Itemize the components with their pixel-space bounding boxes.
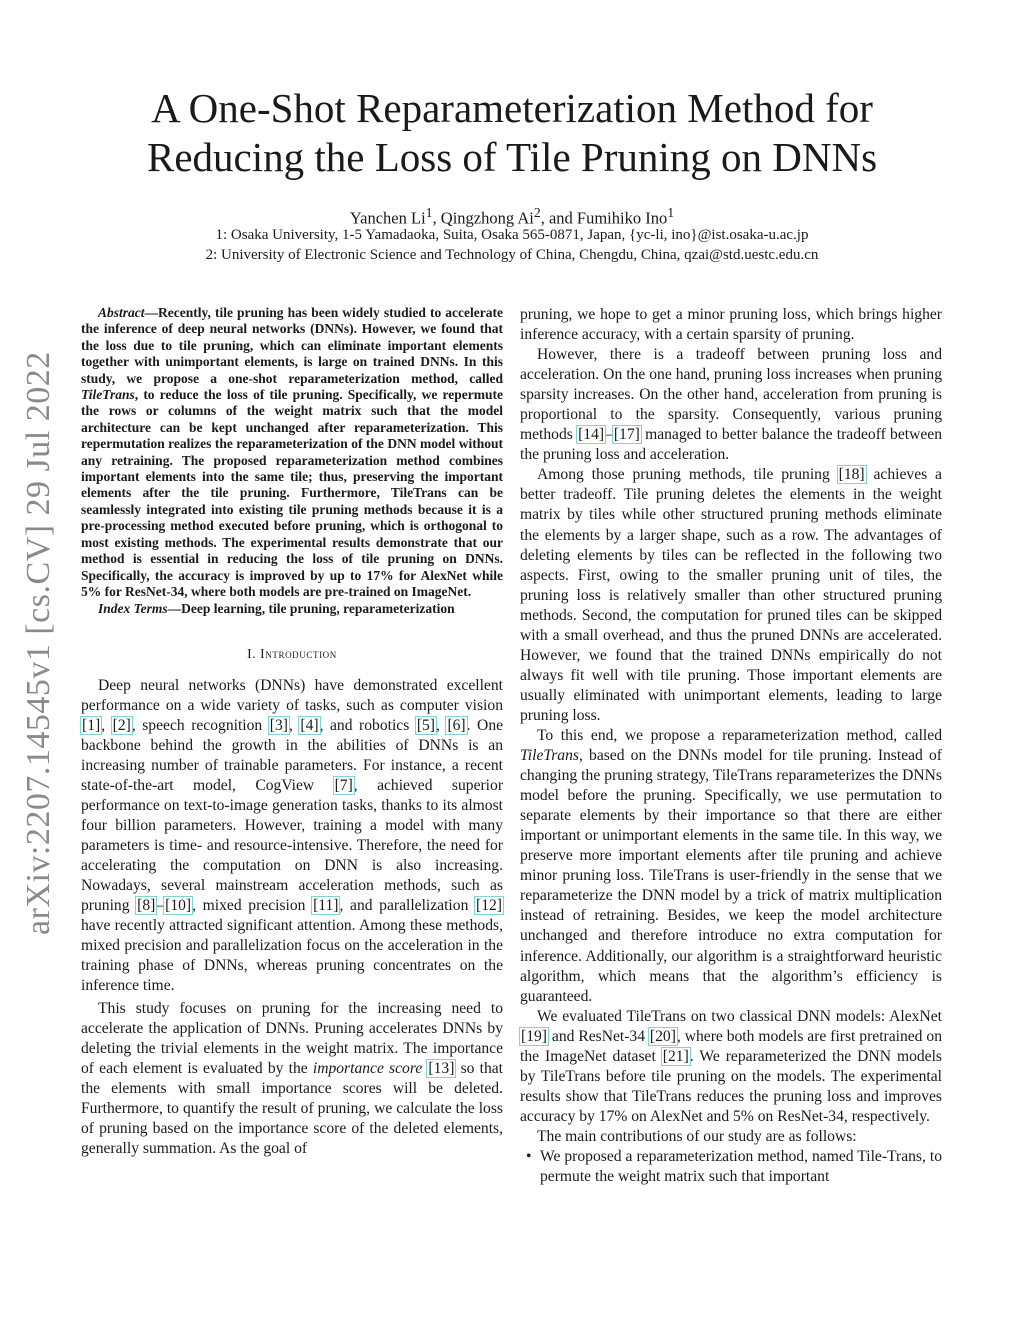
text-run: This study focuses on pruning for the increasing need to accelerate the application of DNNs. Pruning accelerates DNNs by deleting the trivial elements in the weight matrix. The importance of each element is evaluated by the [81, 999, 503, 1077]
text-run: , [288, 716, 300, 734]
text-run: have recently attracted significant attention. Among these methods, mixed precision and parallelization focus on the acceleration in the training phase of DNNs, whereas pruning concentrates on the inference time. [81, 917, 503, 995]
citation-link[interactable]: [14] [578, 426, 605, 444]
left-column [81, 305, 503, 1159]
citation-link[interactable]: [3] [269, 716, 288, 734]
citation-link[interactable]: [4] [300, 716, 319, 734]
section-name: Introduction [260, 645, 337, 661]
text-run: – [605, 426, 613, 444]
text-run: Among those pruning methods, tile pruning [537, 466, 838, 484]
text-run: and ResNet-34 [547, 1027, 649, 1045]
author-name: Yanchen Li [349, 208, 426, 228]
text-run: To this end, we propose a reparameterization method, called [537, 726, 942, 744]
paragraph: pruning, we hope to get a minor pruning loss, which brings higher inference accuracy, with a certain sparsity of pruning. [520, 306, 942, 344]
text-run: , where both models are first pretrained on the ImageNet dataset [520, 1027, 942, 1065]
paragraph [520, 465, 942, 726]
section-heading-introduction [81, 644, 503, 664]
paragraph [520, 1007, 942, 1127]
citation-link[interactable]: [11] [313, 897, 339, 915]
author-superscript: 1 [425, 205, 433, 220]
text-run: , and parallelization [339, 897, 476, 915]
citation-link[interactable]: [1] [82, 716, 101, 734]
abstract-text: , to reduce the loss of tile pruning. Specifically, we repermute the rows or columns of the weight matrix such that the model architecture can be kept unchanged after reparameterization. This repermutation realizes the reparameterization of the DNN model without any retraining. The proposed reparameterization method combines important elements into the same tile; thus, preserving the important elements after the tile pruning. Furthermore, TileTrans can be seamlessly integrated into existing tile pruning methods because it is a pre-processing method executed before pruning, which is orthogonal to most existing methods. The experimental results demonstrate that our method is essential in reducing the loss of tile pruning on DNNs. Specifically, the accuracy is improved by up to 17% for AlexNet while 5% for ResNet-34, where both models are pre-trained on ImageNet. [81, 387, 503, 599]
text-run: , achieved superior performance on text-to-image generation tasks, thanks to its almost four billion parameters. However, training a model with many parameters is time- and resource-intensive. Therefore, the need for accelerating the computation on DNN is also increasing. Nowadays, several mainstream acceleration methods, such as pruning [81, 777, 504, 915]
text-run: . One backbone behind the growth in the abilities of DNNs is an increasing number of trainable parameters. For instance, a recent state-of-the-art model, CogView [81, 716, 504, 794]
abstract-text: —Recently, tile pruning has been widely studied to accelerate the inference of deep neural networks (DNNs). However, we found that the loss due to tile pruning, which can eliminate important elements together with unimportant elements, is large on trained DNNs. In this study, we propose a one-shot reparameterization method, called [81, 305, 503, 386]
citation-link[interactable]: [10] [165, 897, 192, 915]
citation-link[interactable]: [7] [334, 777, 353, 794]
index-terms-label: Index Terms [98, 601, 168, 617]
citation-link[interactable]: [5] [416, 716, 435, 734]
text-run: – [156, 897, 165, 915]
citation-link[interactable]: [21] [662, 1047, 689, 1065]
text-run: , speech recognition [131, 716, 269, 734]
text-run: so that the elements with small importance scores will be deleted. Furthermore, to quantify the result of pruning, we calculate the loss of pruning based on the importance score of the deleted elements, generally summation. As the goal of [81, 1059, 503, 1157]
list-item: • We proposed a reparameterization method, named Tile-Trans, to permute the weight matrix such that important [520, 1147, 942, 1187]
index-terms-text: —Deep learning, tile pruning, reparameterization [167, 601, 455, 617]
author-superscript: 1 [667, 205, 675, 220]
citation-link[interactable]: [20] [649, 1027, 676, 1045]
text-run: achieves a better tradeoff. Tile pruning deletes the elements in the weight matrix by tiles while other structured pruning methods eliminate the elements by a larger shape, such as a row. The advantages of deleting elements by tiles can be reflected in the following two aspects. First, owing to the smaller pruning unit of tiles, the pruning loss is relatively smaller than other structured pruning methods. Second, the computation for pruned tiles can be skipped with a small overhead, and thus the pruned DNNs are accelerated. However, we found that the trained DNNs empirically do not always fit well with tile pruning. Those important elements are usually eliminated with unimportant elements, leading to large pruning loss. [520, 466, 942, 724]
section-number: I. [247, 645, 257, 661]
text-run: , mixed precision [192, 897, 313, 915]
index-terms [81, 601, 503, 617]
right-column [520, 305, 942, 1187]
text-run: . We reparameterized the DNN models by TileTrans before tile pruning on the models. The experimental results show that TileTrans reduces the pruning loss and improves accuracy by 17% on AlexNet and 5% on ResNet-34, respectively. [520, 1047, 942, 1125]
citation-link[interactable]: [2] [112, 716, 131, 734]
method-name: TileTrans [81, 387, 135, 403]
text-run: , [436, 716, 447, 734]
text-run: managed to better balance the tradeoff between the pruning loss and acceleration. [520, 426, 942, 464]
text-run: However, there is a tradeoff between pruning loss and acceleration. On the one hand, pruning loss increases when pruning sparsity increases. On the other hand, acceleration from pruning is proportional to the sparsity. Consequently, various pruning methods [520, 346, 942, 444]
author-name: Fumihiko Ino [576, 208, 668, 228]
abstract-label: Abstract [98, 305, 145, 320]
paragraph [520, 345, 942, 465]
abstract [81, 305, 503, 600]
emphasis-text: importance score [312, 1059, 423, 1077]
citation-link[interactable]: [8] [137, 897, 156, 915]
paper-title [0, 84, 1024, 182]
text-run: , and robotics [319, 716, 416, 734]
title-line-1: A One-Shot Reparameterization Method for [151, 85, 873, 131]
paragraph [81, 676, 503, 997]
citation-link[interactable]: [12] [476, 897, 502, 915]
contribution-list [520, 1147, 942, 1187]
text-run: Deep neural networks (DNNs) have demonstrated excellent performance on a wide variety of tasks, such as computer vision [81, 676, 503, 714]
citation-link[interactable]: [17] [613, 426, 640, 444]
citation-link[interactable]: [13] [428, 1059, 455, 1077]
text-run: , [101, 716, 112, 734]
title-line-2: Reducing the Loss of Tile Pruning on DNNs [146, 134, 878, 180]
paragraph: The main contributions of our study are as follows: [537, 1127, 857, 1145]
citation-link[interactable]: [19] [521, 1027, 547, 1045]
text-run: We evaluated TileTrans on two classical DNN models: AlexNet [537, 1007, 942, 1025]
citation-link[interactable]: [6] [447, 716, 466, 734]
author-name: Qingzhong Ai [440, 208, 534, 228]
author-list: Yanchen Li$^1$, Qingzhong Ai$^2$, and Fumihiko Ino$^1$ [349, 205, 675, 228]
arxiv-stamp: arXiv:2207.14545v1 [cs.CV] 29 Jul 2022 [20, 351, 57, 935]
paragraph [520, 726, 942, 1007]
text-run: , based on the DNNs model for tile pruning. Instead of changing the pruning strategy, TileTrans reparameterizes the DNNs model before the pruning. Specifically, we use permutation to separate elements by their importance so that there are either important or unimportant elements in the same tile. In this way, we preserve more important elements after tile pruning and achieve minor pruning loss. TileTrans is user-friendly in the sense that we reparameterize the DNN model by a trick of matrix multiplication instead of retraining. Besides, we keep the model architecture unchanged and therefore introduce no extra computation for inference. Additionally, our algorithm is a straightforward heuristic algorithm, which means that the algorithm’s efficiency is guaranteed. [520, 747, 942, 1005]
author-superscript: 2 [533, 205, 541, 220]
affiliation-1: 1: Osaka University, 1-5 Yamadaoka, Suita, Osaka 565-0871, Japan, {yc-li, ino}@ist.osaka-u.ac.jp [215, 227, 809, 243]
paragraph [81, 999, 503, 1159]
affiliation-2: 2: University of Electronic Science and Technology of China, Chengdu, China, qzai@std.uestc.edu.cn [205, 247, 819, 263]
method-name: TileTrans [520, 747, 579, 765]
citation-link[interactable]: [18] [838, 466, 865, 484]
